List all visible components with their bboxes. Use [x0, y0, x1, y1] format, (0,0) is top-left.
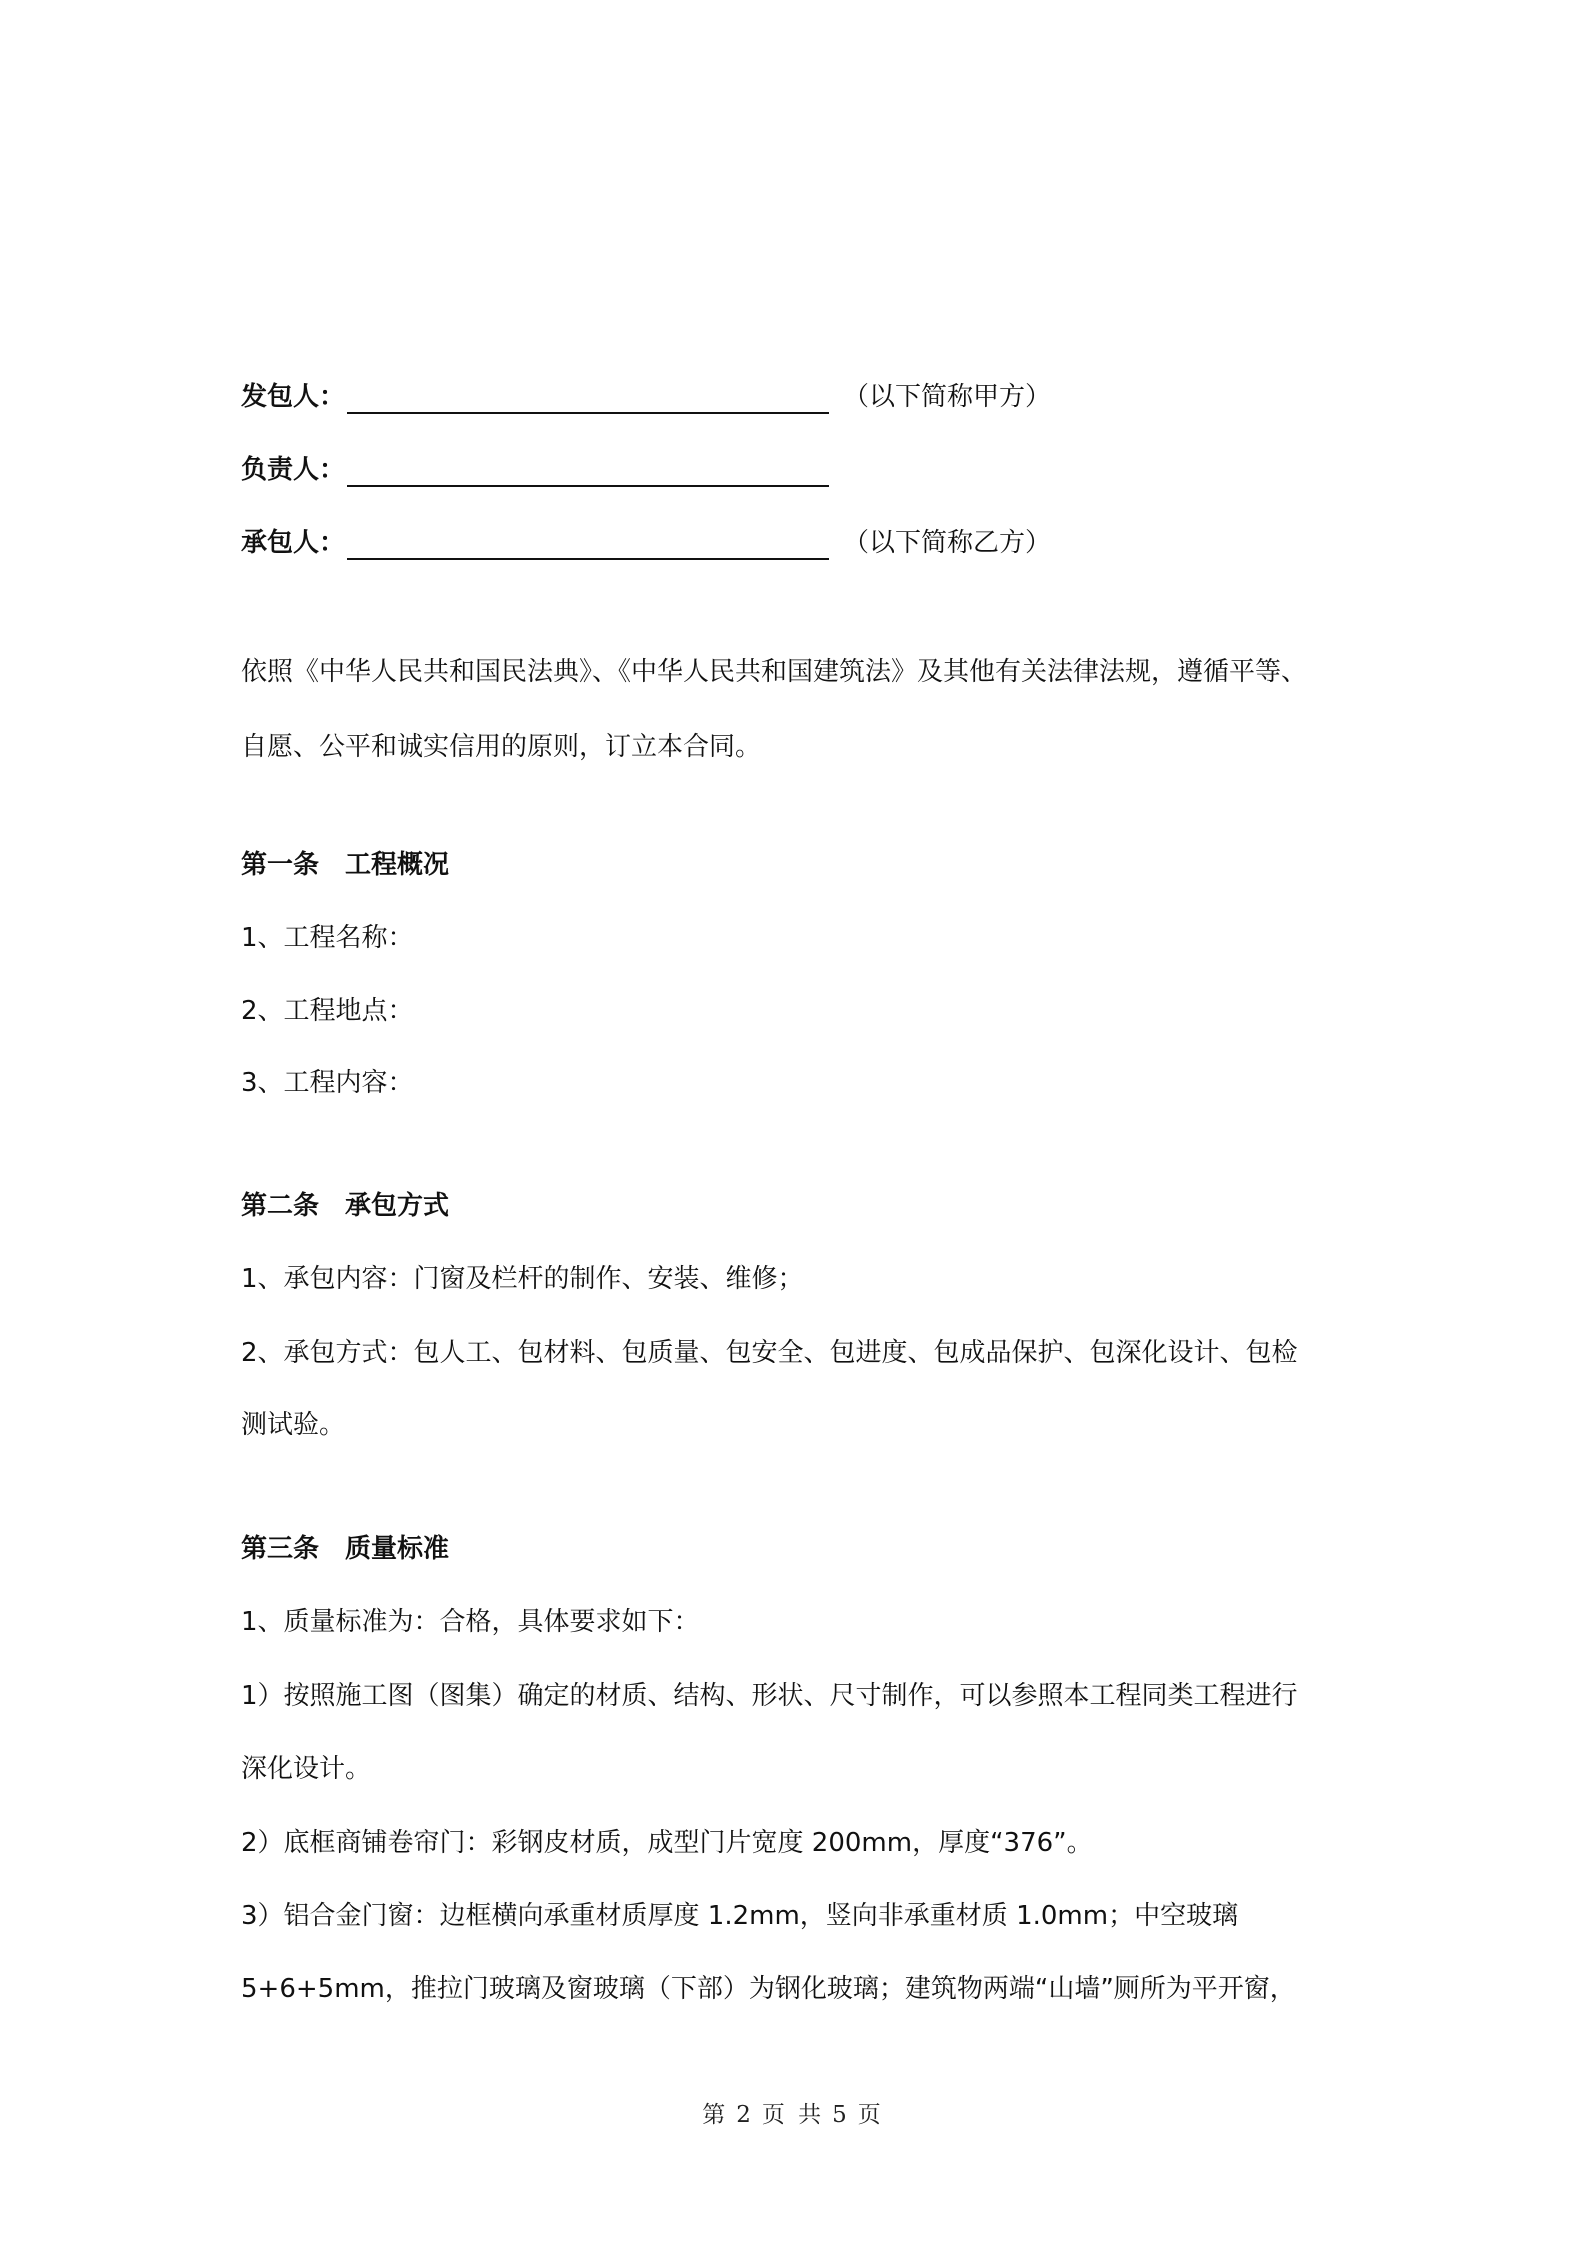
party-label: 发包人：: [241, 382, 346, 412]
article-title: 工程概况: [345, 850, 450, 880]
fill-in-line: [347, 455, 829, 487]
party-note: （以下简称乙方）: [843, 528, 1052, 558]
party-row-employer: [241, 380, 1051, 414]
footer-suffix: 页: [857, 2102, 884, 2128]
party-label: 负责人：: [241, 455, 346, 485]
article-title: 质量标准: [345, 1534, 450, 1564]
list-item: 1、工程名称：: [241, 923, 414, 953]
article-heading: [241, 1532, 449, 1566]
article-number: 第三条: [241, 1534, 320, 1564]
article-number: 第二条: [241, 1191, 320, 1221]
party-note: （以下简称甲方）: [843, 382, 1052, 412]
party-row-contractor: [241, 526, 1051, 560]
intro-paragraph-line: 依照《中华人民共和国民法典》、《中华人民共和国建筑法》及其他有关法律法规，遵循平等、: [241, 657, 1308, 687]
list-item: 1）按照施工图（图集）确定的材质、结构、形状、尺寸制作，可以参照本工程同类工程进行: [241, 1681, 1298, 1711]
list-item: 2）底框商铺卷帘门：彩钢皮材质，成型门片宽度 200mm，厚度“376”。: [241, 1828, 1093, 1858]
list-item: 1、质量标准为：合格，具体要求如下：: [241, 1607, 700, 1637]
list-item: 深化设计。: [241, 1754, 372, 1784]
article-title: 承包方式: [345, 1191, 450, 1221]
list-item: 1、承包内容：门窗及栏杆的制作、安装、维修；: [241, 1264, 804, 1294]
footer-mid: 页 共: [761, 2102, 825, 2128]
list-item: 3、工程内容：: [241, 1068, 414, 1098]
list-item: 3）铝合金门窗：边框横向承重材质厚度 1.2mm，竖向非承重材质 1.0mm；中空玻璃: [241, 1901, 1239, 1931]
list-item: 测试验。: [241, 1410, 346, 1440]
list-item: 5+6+5mm，推拉门玻璃及窗玻璃（下部）为钢化玻璃；建筑物两端“山墙”厕所为平开窗，: [241, 1974, 1296, 2004]
page-footer: [0, 2096, 1586, 2129]
footer-prefix: 第: [702, 2102, 729, 2128]
total-pages: 5: [832, 2102, 850, 2128]
party-label: 承包人：: [241, 528, 346, 558]
fill-in-line: [347, 382, 829, 414]
current-page-number: 2: [736, 2102, 754, 2128]
article-number: 第一条: [241, 850, 320, 880]
article-heading: [241, 1189, 449, 1223]
fill-in-line: [347, 528, 829, 560]
list-item: 2、承包方式：包人工、包材料、包质量、包安全、包进度、包成品保护、包深化设计、包检: [241, 1338, 1298, 1368]
party-row-responsible: [241, 453, 843, 487]
list-item: 2、工程地点：: [241, 996, 414, 1026]
article-heading: [241, 848, 449, 882]
intro-paragraph-line: 自愿、公平和诚实信用的原则，订立本合同。: [241, 732, 762, 762]
